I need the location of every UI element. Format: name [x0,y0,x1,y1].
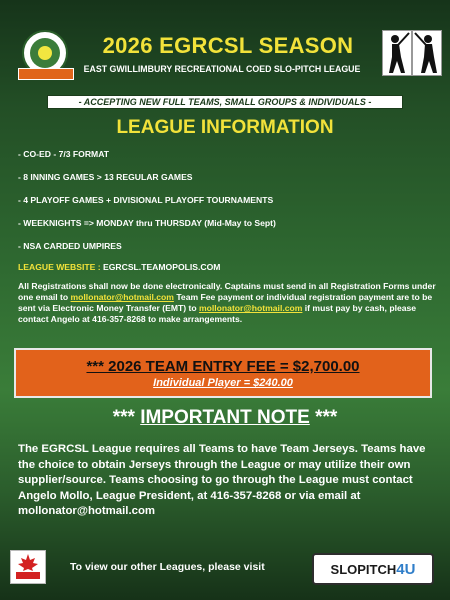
league-website [18,262,220,272]
info-bullet-playoffs: - 4 PLAYOFF GAMES + DIVISIONAL PLAYOFF TOURNAMENTS [18,195,274,205]
league-subtitle: EAST GWILLIMBURY RECREATIONAL COED SLO-PITCH LEAGUE [83,64,361,74]
league-info-heading: LEAGUE INFORMATION [116,117,334,138]
note-stars-right: *** [309,407,338,428]
info-bullet-games: - 8 INNING GAMES > 13 REGULAR GAMES [18,172,193,182]
accepting-banner: - ACCEPTING NEW FULL TEAMS, SMALL GROUPS & INDIVIDUALS - [47,95,403,109]
email-link-2[interactable]: mollonator@hotmail.com [199,303,303,313]
page-title: 2026 EGRCSL SEASON [102,33,354,58]
sp4u-text-b: 4U [396,560,416,578]
important-note-body: The EGRCSL League requires all Teams to have Team Jerseys. Teams have the choice to obtain Jerseys through the League or may utilize their own supplier/source. Teams choosing to go through the League must contact Angelo Mollo, League President, at 416-357-8268 or via email at mollonator@hotmail.com [18,443,426,517]
registration-paragraph [18,281,438,325]
batter-icon-2 [412,30,442,76]
registration-text-1: All Registrations shall now be done electronically. Captains must send in all Registration Forms under one email to [18,281,436,302]
note-heading-text: IMPORTANT NOTE [140,407,310,428]
logo-field [30,38,60,68]
footer-visit-text: To view our other Leagues, please visit [70,561,265,573]
important-note-heading [0,407,450,429]
sp4u-text-a: SLOPITCH [330,561,397,577]
website-label: LEAGUE WEBSITE : [18,262,101,272]
fee-box [14,348,432,398]
slopitch4u-logo-link[interactable] [312,553,434,585]
note-stars-left: *** [112,407,141,428]
email-link-1[interactable]: mollonator@hotmail.com [70,292,174,302]
info-bullet-weeknights: - WEEKNIGHTS => MONDAY thru THURSDAY (Mid-May to Sept) [18,218,276,228]
individual-fee: Individual Player = $240.00 [153,377,293,389]
info-bullet-format: - CO-ED - 7/3 FORMAT [18,149,110,159]
csa-logo-icon[interactable] [10,550,46,584]
registration-text-3: if must pay by cash, please contact Angelo at 416-357-8268 to make arrangements. [18,303,417,324]
batter-icon [382,30,412,76]
softball-icon [38,46,52,60]
team-entry-fee: *** 2026 TEAM ENTRY FEE = $2,700.00 [86,358,360,375]
website-link[interactable]: EGRCSL.TEAMOPOLIS.COM [103,262,221,272]
registration-text-2: Team Fee payment or individual registration payment are to be sent via Electronic Money Transfer (EMT) to [18,292,433,313]
info-bullet-umpires: - NSA CARDED UMPIRES [18,241,122,251]
